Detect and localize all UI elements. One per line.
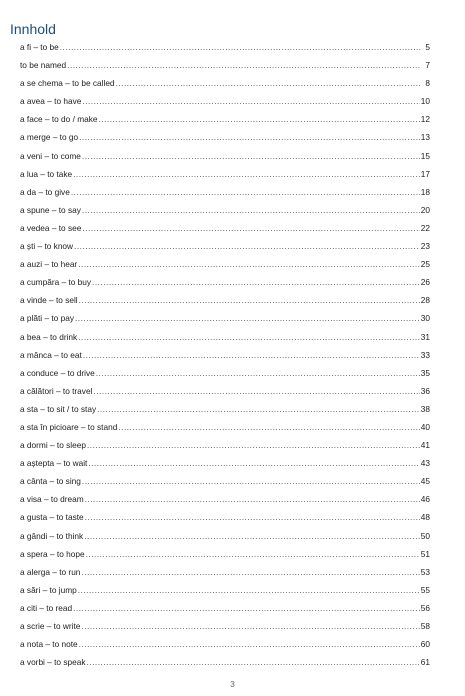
toc-entry-page-number: 51	[420, 548, 430, 559]
dot-leader	[60, 38, 421, 56]
toc-entry[interactable]	[20, 183, 430, 201]
dot-leader	[86, 545, 420, 563]
toc-entry[interactable]	[20, 201, 430, 219]
toc-entry-label: a spera – to hope	[20, 548, 85, 559]
dot-leader	[82, 219, 419, 237]
dot-leader	[81, 617, 419, 635]
toc-entry-page-number: 48	[420, 512, 430, 523]
toc-entry[interactable]	[20, 74, 430, 92]
toc-entry-page-number: 25	[420, 259, 430, 270]
dot-leader	[75, 309, 420, 327]
toc-list	[20, 38, 430, 671]
toc-entry[interactable]	[20, 273, 430, 291]
dot-leader	[118, 418, 419, 436]
toc-entry-label: a cumpăra – to buy	[20, 277, 92, 288]
toc-entry[interactable]	[20, 400, 430, 418]
toc-entry-page-number: 35	[420, 367, 430, 378]
toc-entry-label: a vedea – to see	[20, 222, 82, 233]
toc-entry-page-number: 46	[420, 494, 430, 505]
toc-entry[interactable]	[20, 563, 430, 581]
toc-entry-label: a gusta – to taste	[20, 512, 84, 523]
toc-entry-label: a călători – to travel	[20, 385, 93, 396]
dot-leader	[87, 436, 420, 454]
toc-entry-label: a gândi – to think	[20, 530, 84, 541]
toc-entry-page-number: 61	[420, 657, 430, 668]
dot-leader	[85, 508, 420, 526]
toc-entry-page-number: 28	[420, 295, 430, 306]
toc-entry[interactable]	[20, 346, 430, 364]
toc-entry-page-number: 23	[420, 241, 430, 252]
toc-entry-page-number: 45	[420, 476, 430, 487]
toc-entry-label: a vinde – to sell	[20, 295, 78, 306]
toc-entry-page-number: 8	[425, 78, 430, 89]
toc-heading: Innhold	[10, 21, 56, 37]
dot-leader	[98, 110, 419, 128]
toc-entry-label: a bea – to drink	[20, 331, 78, 342]
toc-entry-page-number: 36	[420, 385, 430, 396]
toc-entry-label: a cânta – to sing	[20, 476, 81, 487]
toc-entry-page-number: 41	[420, 440, 430, 451]
dot-leader	[97, 400, 420, 418]
toc-entry[interactable]	[20, 219, 430, 237]
toc-entry-label: a alerga – to run	[20, 566, 81, 577]
dot-leader	[82, 472, 420, 490]
toc-entry[interactable]	[20, 128, 430, 146]
dot-leader	[116, 74, 421, 92]
dot-leader	[79, 291, 420, 309]
toc-entry-label: a visa – to dream	[20, 494, 84, 505]
toc-entry[interactable]	[20, 436, 430, 454]
dot-leader	[84, 527, 420, 545]
toc-entry-page-number: 50	[420, 530, 430, 541]
dot-leader	[92, 273, 420, 291]
toc-entry[interactable]	[20, 653, 430, 671]
toc-entry-label: a lua – to take	[20, 168, 73, 179]
toc-entry[interactable]	[20, 527, 430, 545]
toc-entry-page-number: 5	[425, 42, 430, 52]
toc-entry-label: a veni – to come	[20, 150, 81, 161]
toc-entry-label: a face – to do / make	[20, 114, 98, 125]
toc-entry-page-number: 30	[420, 313, 430, 324]
toc-entry[interactable]	[20, 635, 430, 653]
toc-entry[interactable]	[20, 328, 430, 346]
dot-leader	[74, 237, 420, 255]
dot-leader	[85, 490, 420, 508]
toc-entry[interactable]	[20, 490, 430, 508]
toc-entry[interactable]	[20, 617, 430, 635]
toc-entry-page-number: 31	[420, 331, 430, 342]
toc-entry[interactable]	[20, 508, 430, 526]
dot-leader	[78, 328, 420, 346]
toc-entry-page-number: 38	[420, 403, 430, 414]
toc-entry-page-number: 53	[420, 566, 430, 577]
dot-leader	[73, 165, 420, 183]
dot-leader	[87, 653, 420, 671]
toc-entry-label: a avea – to have	[20, 96, 82, 107]
toc-entry-page-number: 22	[420, 222, 430, 233]
toc-entry[interactable]	[20, 291, 430, 309]
dot-leader	[82, 147, 420, 165]
dot-leader	[82, 92, 419, 110]
toc-entry-label: a sări – to jump	[20, 584, 77, 595]
toc-entry-label: a sta – to sit / to stay	[20, 403, 97, 414]
dot-leader	[79, 128, 420, 146]
toc-entry[interactable]	[20, 545, 430, 563]
page-number: 3	[230, 679, 235, 689]
toc-entry-page-number: 13	[420, 132, 430, 143]
toc-entry-page-number: 26	[420, 277, 430, 288]
dot-leader	[79, 635, 420, 653]
dot-leader	[67, 56, 421, 74]
toc-entry-label: a sta în picioare – to stand	[20, 421, 118, 432]
toc-entry[interactable]	[20, 309, 430, 327]
toc-entry[interactable]	[20, 581, 430, 599]
toc-entry-page-number: 12	[420, 114, 430, 125]
toc-entry[interactable]	[20, 237, 430, 255]
toc-entry-page-number: 20	[420, 204, 430, 215]
toc-entry-label: a auzi – to hear	[20, 259, 78, 270]
toc-entry[interactable]	[20, 110, 430, 128]
toc-entry-label: a ști – to know	[20, 241, 74, 252]
toc-entry[interactable]	[20, 472, 430, 490]
toc-entry-page-number: 10	[420, 96, 430, 107]
toc-entry[interactable]	[20, 165, 430, 183]
toc-entry-label: a fi – to be	[20, 42, 59, 52]
toc-entry-label: a plăti – to pay	[20, 313, 74, 324]
dot-leader	[78, 581, 420, 599]
toc-entry-label: a vorbi – to speak	[20, 657, 86, 668]
dot-leader	[93, 382, 419, 400]
toc-entry-label: a dormi – to sleep	[20, 440, 86, 451]
toc-entry-page-number: 7	[425, 60, 430, 71]
toc-entry[interactable]	[20, 382, 430, 400]
toc-entry[interactable]	[20, 56, 430, 74]
toc-entry[interactable]	[20, 147, 430, 165]
toc-entry[interactable]	[20, 38, 430, 56]
toc-entry[interactable]	[20, 255, 430, 273]
dot-leader	[88, 454, 419, 472]
toc-entry-page-number: 40	[420, 421, 430, 432]
toc-entry-page-number: 58	[420, 621, 430, 631]
dot-leader	[96, 364, 420, 382]
toc-entry-label: a aștepta – to wait	[20, 458, 88, 469]
toc-entry-label: a mânca – to eat	[20, 349, 82, 360]
toc-entry-label: a merge – to go	[20, 132, 79, 143]
toc-entry-page-number: 18	[420, 186, 430, 197]
toc-entry-page-number: 60	[420, 639, 430, 650]
toc-entry[interactable]	[20, 418, 430, 436]
dot-leader	[81, 563, 419, 581]
dot-leader	[73, 599, 420, 617]
toc-entry-page-number: 56	[420, 602, 430, 613]
toc-entry-label: a da – to give	[20, 186, 70, 197]
toc-entry[interactable]	[20, 599, 430, 617]
toc-entry-label: a se chema – to be called	[20, 78, 115, 89]
toc-entry[interactable]	[20, 454, 430, 472]
dot-leader	[78, 255, 420, 273]
toc-entry-label: a nota – to note	[20, 639, 78, 650]
toc-entry-label: a citi – to read	[20, 602, 73, 613]
toc-entry-page-number: 33	[420, 349, 430, 360]
toc-entry-page-number: 15	[420, 150, 430, 161]
dot-leader	[82, 201, 420, 219]
toc-entry[interactable]	[20, 92, 430, 110]
toc-entry-label: a spune – to say	[20, 204, 81, 215]
toc-entry-page-number: 55	[420, 584, 430, 595]
dot-leader	[83, 346, 420, 364]
toc-entry-label: a conduce – to drive	[20, 367, 95, 378]
toc-entry-page-number: 17	[420, 168, 430, 179]
toc-entry-label: to be named	[20, 60, 67, 71]
toc-entry[interactable]	[20, 364, 430, 382]
dot-leader	[71, 183, 420, 201]
toc-entry-label: a scrie – to write	[20, 621, 81, 631]
toc-entry-page-number: 43	[420, 458, 430, 469]
